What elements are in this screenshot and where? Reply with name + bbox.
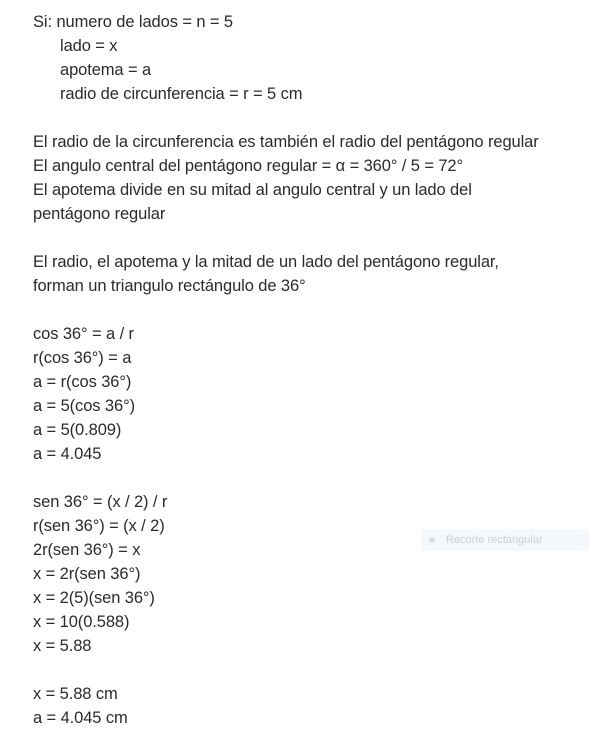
givens-line-side: lado = x xyxy=(60,37,118,55)
spacer xyxy=(33,226,589,250)
apothem-step: a = r(cos 36°) xyxy=(33,373,132,391)
triangle-line: forman un triangulo rectángulo de 36° xyxy=(33,277,306,295)
side-step: x = 2r(sen 36°) xyxy=(33,565,141,583)
spacer xyxy=(33,106,589,130)
apothem-step: a = 5(0.809) xyxy=(33,421,122,439)
side-step: sen 36° = (x / 2) / r xyxy=(33,493,168,511)
triangle-block xyxy=(33,250,589,298)
spacer xyxy=(33,298,589,322)
givens-line-radius: radio de circunferencia = r = 5 cm xyxy=(60,85,303,103)
apothem-step: a = 5(cos 36°) xyxy=(33,397,135,415)
spacer xyxy=(33,466,589,490)
side-step: x = 2(5)(sen 36°) xyxy=(33,589,155,607)
result-apothem: a = 4.045 cm xyxy=(33,709,128,727)
results-block xyxy=(33,682,589,730)
apothem-step: cos 36° = a / r xyxy=(33,325,134,343)
explanation-line: El radio de la circunferencia es también el radio del pentágono regular xyxy=(33,133,539,151)
snip-tag-label: Recorte rectangular xyxy=(446,534,543,546)
explanation-line: El apotema divide en su mitad al angulo central y un lado del xyxy=(33,181,472,199)
explanation-line: pentágono regular xyxy=(33,205,166,223)
triangle-line: El radio, el apotema y la mitad de un lado del pentágono regular, xyxy=(33,253,499,271)
explanation-line: El angulo central del pentágono regular = α = 360° / 5 = 72° xyxy=(33,157,464,175)
givens-line-sides: Si: numero de lados = n = 5 xyxy=(33,13,234,31)
apothem-calculation xyxy=(33,322,589,466)
side-step: x = 5.88 xyxy=(33,637,92,655)
result-side: x = 5.88 cm xyxy=(33,685,118,703)
side-step: 2r(sen 36°) = x xyxy=(33,541,141,559)
snip-dot-icon xyxy=(429,537,435,543)
side-calculation xyxy=(33,490,589,658)
apothem-step: r(cos 36°) = a xyxy=(33,349,132,367)
side-step: x = 10(0.588) xyxy=(33,613,130,631)
solution-document xyxy=(33,10,589,730)
givens-line-apothem: apotema = a xyxy=(60,61,152,79)
spacer xyxy=(33,658,589,682)
rectangular-snip-tag[interactable] xyxy=(421,529,589,551)
givens-block xyxy=(33,10,589,106)
side-step: r(sen 36°) = (x / 2) xyxy=(33,517,165,535)
apothem-step: a = 4.045 xyxy=(33,445,102,463)
explanation-block xyxy=(33,130,589,226)
